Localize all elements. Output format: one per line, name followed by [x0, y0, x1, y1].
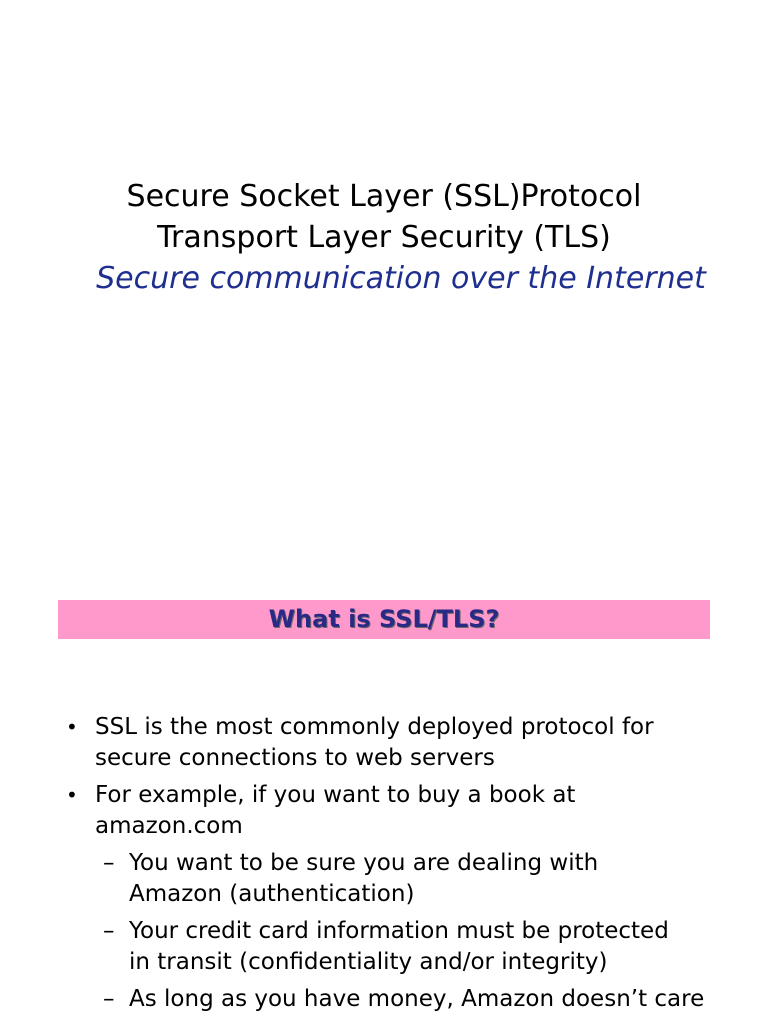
dash-marker: – — [103, 918, 115, 944]
section-banner — [58, 600, 710, 639]
sub-bullet-text-line: Your credit card information must be protected — [129, 918, 669, 944]
title-block — [0, 176, 768, 300]
sub-bullet-item — [0, 984, 768, 1015]
dash-marker: – — [103, 986, 115, 1012]
banner-title: What is SSL/TLS? — [268, 605, 500, 633]
bullet-text-line: SSL is the most commonly deployed protocol for — [95, 714, 654, 740]
bullet-marker: • — [66, 783, 78, 807]
slide-subtitle: Secure communication over the Internet — [96, 261, 706, 296]
bullet-marker: • — [66, 715, 78, 739]
bullet-item — [0, 780, 768, 842]
bullet-text-line: amazon.com — [95, 813, 243, 839]
sub-bullet-text-line: You want to be sure you are dealing with — [129, 850, 599, 876]
bullet-text-line: secure connections to web servers — [95, 745, 495, 771]
dash-marker: – — [103, 850, 115, 876]
slide-title-line-2: Transport Layer Security (TLS) — [157, 220, 611, 255]
sub-bullet-text-line: Amazon (authentication) — [129, 881, 415, 907]
bullet-list — [0, 712, 768, 1021]
sub-bullet-text-line: As long as you have money, Amazon doesn’t care — [129, 986, 705, 1012]
content-slide — [0, 560, 768, 1024]
sub-bullet-text-line: in transit (confidentiality and/or integrity) — [129, 949, 608, 975]
bullet-text-line: For example, if you want to buy a book at — [95, 782, 576, 808]
sub-bullet-item — [0, 848, 768, 910]
bullet-item — [0, 712, 768, 774]
slide-title-line-1: Secure Socket Layer (SSL)Protocol — [126, 179, 642, 214]
sub-bullet-item — [0, 916, 768, 978]
